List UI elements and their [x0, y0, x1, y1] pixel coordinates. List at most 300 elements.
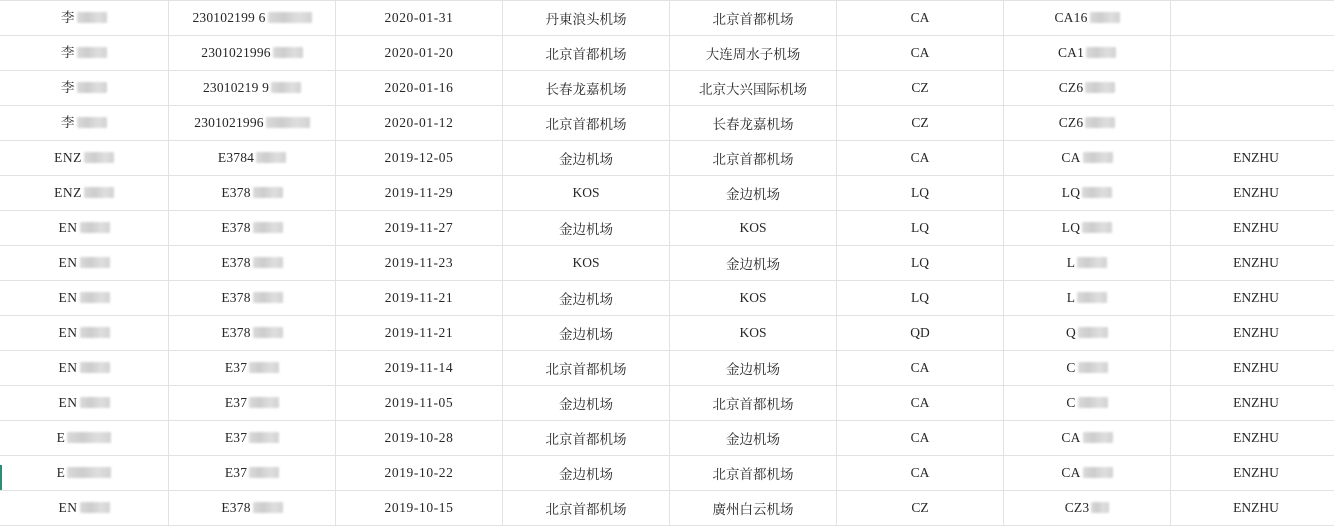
- airline-code-text: CA: [911, 150, 930, 165]
- table-row[interactable]: [0, 386, 1334, 421]
- cell-departure-airport: [503, 106, 670, 141]
- agent-code-text: ENZHU: [1233, 360, 1279, 375]
- id-number-text-visible: E37: [225, 396, 247, 410]
- passenger-name-text-visible: EN: [59, 221, 78, 235]
- cell-agent-code: [1171, 386, 1334, 421]
- redacted-text-block: [77, 82, 107, 93]
- flight-date-text: 2019-11-23: [385, 255, 454, 270]
- passenger-name-text-visible: E: [57, 431, 66, 445]
- table-row[interactable]: [0, 246, 1334, 281]
- flight-number-text-visible: L: [1067, 256, 1075, 270]
- passenger-name-text: [61, 46, 107, 60]
- cell-passenger-name: [0, 141, 169, 176]
- id-number-text: [194, 116, 310, 130]
- passenger-name-text-visible: 李: [61, 116, 75, 130]
- passenger-name-text-visible: ENZ: [54, 151, 82, 165]
- arrival-airport-text: 大连周水子机场: [706, 47, 801, 62]
- cell-arrival-airport: [670, 71, 837, 106]
- id-number-text-visible: 23010219 9: [203, 81, 269, 95]
- flight-date-text: 2019-10-22: [385, 465, 454, 480]
- agent-code-text: ENZHU: [1233, 500, 1279, 515]
- cell-departure-airport: [503, 281, 670, 316]
- id-number-text-visible: E378: [221, 501, 250, 515]
- cell-arrival-airport: [670, 456, 837, 491]
- cell-arrival-airport: [670, 246, 837, 281]
- redacted-text-block: [80, 222, 110, 233]
- cell-arrival-airport: [670, 106, 837, 141]
- table-row[interactable]: [0, 211, 1334, 246]
- flight-number-text: [1062, 221, 1112, 235]
- cell-flight-number: [1004, 316, 1171, 351]
- cell-id-number: [169, 351, 336, 386]
- cell-agent-code: [1171, 141, 1334, 176]
- redacted-text-block: [1085, 82, 1115, 93]
- table-row[interactable]: [0, 106, 1334, 141]
- redacted-text-block: [1083, 432, 1113, 443]
- cell-airline-code: [837, 1, 1004, 36]
- id-number-text-visible: E378: [221, 291, 250, 305]
- passenger-name-text-visible: EN: [59, 396, 78, 410]
- passenger-name-text-visible: EN: [59, 361, 78, 375]
- passenger-name-text-visible: 李: [61, 81, 75, 95]
- cell-arrival-airport: [670, 316, 837, 351]
- passenger-name-text: [61, 81, 107, 95]
- cell-airline-code: [837, 456, 1004, 491]
- id-number-text: [221, 501, 282, 515]
- passenger-name-text-visible: EN: [59, 291, 78, 305]
- cell-flight-date: [336, 421, 503, 456]
- departure-airport-text: 金边机场: [559, 152, 613, 167]
- redacted-text-block: [266, 117, 310, 128]
- airline-code-text: CA: [911, 10, 930, 25]
- departure-airport-text: 北京首都机场: [546, 117, 627, 132]
- departure-airport-text: 北京首都机场: [546, 502, 627, 517]
- flight-date-text: 2020-01-31: [385, 10, 454, 25]
- airline-code-text: CZ: [911, 115, 928, 130]
- passenger-name-text: [54, 186, 114, 200]
- flight-number-text: [1061, 431, 1112, 445]
- id-number-text: [221, 326, 282, 340]
- passenger-name-text: [59, 501, 110, 515]
- redacted-text-block: [80, 362, 110, 373]
- table-row[interactable]: [0, 71, 1334, 106]
- redacted-text-block: [253, 292, 283, 303]
- departure-airport-text: 金边机场: [559, 327, 613, 342]
- cell-agent-code: [1171, 211, 1334, 246]
- passenger-name-text-visible: 李: [61, 11, 75, 25]
- cell-passenger-name: [0, 1, 169, 36]
- flight-date-text: 2020-01-16: [385, 80, 454, 95]
- redacted-text-block: [77, 47, 107, 58]
- agent-code-text: ENZHU: [1233, 150, 1279, 165]
- cell-passenger-name: [0, 106, 169, 141]
- cell-flight-date: [336, 176, 503, 211]
- cell-departure-airport: [503, 246, 670, 281]
- cell-departure-airport: [503, 491, 670, 526]
- cell-agent-code: [1171, 316, 1334, 351]
- cell-arrival-airport: [670, 386, 837, 421]
- agent-code-text: ENZHU: [1233, 255, 1279, 270]
- departure-airport-text: 北京首都机场: [546, 432, 627, 447]
- cell-departure-airport: [503, 36, 670, 71]
- id-number-text-visible: E378: [221, 186, 250, 200]
- agent-code-text: ENZHU: [1233, 290, 1279, 305]
- cell-id-number: [169, 421, 336, 456]
- flight-date-text: 2019-10-15: [385, 500, 454, 515]
- redacted-text-block: [253, 187, 283, 198]
- table-row[interactable]: [0, 421, 1334, 456]
- cell-agent-code: [1171, 246, 1334, 281]
- arrival-airport-text: KOS: [739, 325, 766, 340]
- cell-flight-date: [336, 316, 503, 351]
- cell-agent-code: [1171, 491, 1334, 526]
- table-row[interactable]: [0, 351, 1334, 386]
- cell-airline-code: [837, 176, 1004, 211]
- cell-airline-code: [837, 246, 1004, 281]
- passenger-name-text: [59, 256, 110, 270]
- redacted-text-block: [67, 432, 111, 443]
- arrival-airport-text: KOS: [739, 290, 766, 305]
- cell-id-number: [169, 386, 336, 421]
- cell-flight-number: [1004, 71, 1171, 106]
- flight-date-text: 2019-10-28: [385, 430, 454, 445]
- arrival-airport-text: 廣州白云机场: [713, 502, 794, 517]
- cell-passenger-name: [0, 36, 169, 71]
- cell-departure-airport: [503, 211, 670, 246]
- cell-arrival-airport: [670, 421, 837, 456]
- cell-id-number: [169, 456, 336, 491]
- flight-number-text: [1054, 11, 1119, 25]
- redacted-text-block: [249, 397, 279, 408]
- table-row[interactable]: [0, 36, 1334, 71]
- id-number-text-visible: E37: [225, 466, 247, 480]
- airline-code-text: CZ: [911, 500, 928, 515]
- redacted-text-block: [249, 432, 279, 443]
- cell-id-number: [169, 106, 336, 141]
- id-number-text: [218, 151, 286, 165]
- table-row[interactable]: [0, 281, 1334, 316]
- cell-airline-code: [837, 421, 1004, 456]
- id-number-text: [225, 396, 279, 410]
- cell-flight-number: [1004, 246, 1171, 281]
- departure-airport-text: 金边机场: [559, 222, 613, 237]
- id-number-text-visible: E378: [221, 256, 250, 270]
- cell-agent-code: [1171, 106, 1334, 141]
- passenger-name-text: [59, 326, 110, 340]
- airline-code-text: QD: [910, 325, 930, 340]
- agent-code-text: ENZHU: [1233, 185, 1279, 200]
- cell-flight-date: [336, 71, 503, 106]
- cell-flight-date: [336, 211, 503, 246]
- flight-date-text: 2019-11-21: [385, 325, 454, 340]
- airline-code-text: LQ: [911, 255, 929, 270]
- redacted-text-block: [1077, 292, 1107, 303]
- table-row[interactable]: [0, 316, 1334, 351]
- redacted-text-block: [67, 467, 111, 478]
- cell-arrival-airport: [670, 351, 837, 386]
- arrival-airport-text: 金边机场: [726, 257, 780, 272]
- id-number-text-visible: 2301021996: [194, 116, 264, 130]
- cell-passenger-name: [0, 351, 169, 386]
- arrival-airport-text: 北京首都机场: [713, 152, 794, 167]
- cell-passenger-name: [0, 421, 169, 456]
- cell-id-number: [169, 36, 336, 71]
- redacted-text-block: [1086, 47, 1116, 58]
- cell-passenger-name: [0, 176, 169, 211]
- cell-passenger-name: [0, 281, 169, 316]
- id-number-text: [203, 81, 301, 95]
- redacted-text-block: [249, 467, 279, 478]
- cell-flight-number: [1004, 351, 1171, 386]
- redacted-text-block: [268, 12, 312, 23]
- cell-departure-airport: [503, 1, 670, 36]
- cell-agent-code: [1171, 36, 1334, 71]
- cell-flight-number: [1004, 211, 1171, 246]
- airline-code-text: CA: [911, 430, 930, 445]
- table-row[interactable]: [0, 491, 1334, 526]
- departure-airport-text: 长春龙嘉机场: [546, 82, 627, 97]
- cell-flight-date: [336, 1, 503, 36]
- flight-number-text-visible: CZ6: [1059, 116, 1084, 130]
- agent-code-text: ENZHU: [1233, 220, 1279, 235]
- cell-airline-code: [837, 491, 1004, 526]
- cell-passenger-name: [0, 246, 169, 281]
- redacted-text-block: [1091, 502, 1109, 513]
- cell-departure-airport: [503, 316, 670, 351]
- flight-number-text: [1061, 466, 1112, 480]
- arrival-airport-text: 金边机场: [726, 187, 780, 202]
- row-accent-marker: [0, 465, 2, 491]
- id-number-text-visible: E37: [225, 361, 247, 375]
- flight-number-text-visible: CA: [1061, 151, 1080, 165]
- flight-date-text: 2019-12-05: [385, 150, 454, 165]
- passenger-name-text: [57, 431, 112, 445]
- cell-passenger-name: [0, 491, 169, 526]
- id-number-text-visible: 230102199 6: [192, 11, 265, 25]
- id-number-text-visible: E37: [225, 431, 247, 445]
- flight-number-text-visible: CA16: [1054, 11, 1087, 25]
- flight-number-text: [1066, 361, 1107, 375]
- redacted-text-block: [256, 152, 286, 163]
- flight-number-text-visible: C: [1066, 361, 1075, 375]
- cell-id-number: [169, 211, 336, 246]
- id-number-text: [221, 291, 282, 305]
- passenger-name-text-visible: EN: [59, 326, 78, 340]
- redacted-text-block: [1082, 222, 1112, 233]
- airline-code-text: CZ: [911, 80, 928, 95]
- table-row[interactable]: [0, 456, 1334, 491]
- departure-airport-text: 金边机场: [559, 292, 613, 307]
- arrival-airport-text: 北京首都机场: [713, 467, 794, 482]
- cell-flight-number: [1004, 1, 1171, 36]
- id-number-text-visible: E378: [221, 326, 250, 340]
- departure-airport-text: 金边机场: [559, 397, 613, 412]
- redacted-text-block: [84, 152, 114, 163]
- cell-agent-code: [1171, 176, 1334, 211]
- flight-number-text-visible: L: [1067, 291, 1075, 305]
- id-number-text-visible: E378: [221, 221, 250, 235]
- cell-arrival-airport: [670, 491, 837, 526]
- cell-arrival-airport: [670, 36, 837, 71]
- agent-code-text: ENZHU: [1233, 325, 1279, 340]
- cell-flight-date: [336, 141, 503, 176]
- cell-agent-code: [1171, 71, 1334, 106]
- cell-id-number: [169, 281, 336, 316]
- cell-flight-date: [336, 36, 503, 71]
- redacted-text-block: [77, 12, 107, 23]
- flight-date-text: 2019-11-29: [385, 185, 454, 200]
- cell-flight-number: [1004, 281, 1171, 316]
- cell-flight-number: [1004, 386, 1171, 421]
- cell-flight-number: [1004, 491, 1171, 526]
- cell-departure-airport: [503, 386, 670, 421]
- flight-number-text: [1066, 326, 1108, 340]
- arrival-airport-text: 北京首都机场: [713, 397, 794, 412]
- id-number-text: [221, 221, 282, 235]
- airline-code-text: LQ: [911, 290, 929, 305]
- redacted-text-block: [80, 292, 110, 303]
- cell-flight-date: [336, 106, 503, 141]
- flight-number-text-visible: LQ: [1062, 186, 1080, 200]
- cell-agent-code: [1171, 456, 1334, 491]
- arrival-airport-text: 北京大兴国际机场: [699, 82, 807, 97]
- redacted-text-block: [1078, 327, 1108, 338]
- cell-flight-date: [336, 456, 503, 491]
- arrival-airport-text: 金边机场: [726, 362, 780, 377]
- departure-airport-text: 北京首都机场: [546, 47, 627, 62]
- redacted-text-block: [253, 222, 283, 233]
- cell-flight-number: [1004, 36, 1171, 71]
- cell-arrival-airport: [670, 176, 837, 211]
- arrival-airport-text: 金边机场: [726, 432, 780, 447]
- airline-code-text: CA: [911, 395, 930, 410]
- cell-id-number: [169, 141, 336, 176]
- passenger-name-text: [61, 11, 107, 25]
- cell-flight-date: [336, 491, 503, 526]
- cell-departure-airport: [503, 421, 670, 456]
- flight-number-text: [1061, 151, 1112, 165]
- redacted-text-block: [253, 502, 283, 513]
- airline-code-text: LQ: [911, 185, 929, 200]
- id-number-text: [192, 11, 311, 25]
- cell-airline-code: [837, 386, 1004, 421]
- redacted-text-block: [84, 187, 114, 198]
- cell-airline-code: [837, 141, 1004, 176]
- passenger-name-text-visible: ENZ: [54, 186, 82, 200]
- flight-number-text-visible: CA: [1061, 466, 1080, 480]
- redacted-text-block: [253, 257, 283, 268]
- redacted-text-block: [273, 47, 303, 58]
- cell-id-number: [169, 246, 336, 281]
- flight-date-text: 2020-01-20: [385, 45, 454, 60]
- flight-number-text-visible: CA: [1061, 431, 1080, 445]
- cell-flight-number: [1004, 106, 1171, 141]
- cell-flight-date: [336, 281, 503, 316]
- cell-departure-airport: [503, 141, 670, 176]
- passenger-name-text: [57, 466, 112, 480]
- cell-id-number: [169, 71, 336, 106]
- flight-number-text-visible: CZ3: [1065, 501, 1090, 515]
- redacted-text-block: [1078, 362, 1108, 373]
- departure-airport-text: 金边机场: [559, 467, 613, 482]
- cell-airline-code: [837, 71, 1004, 106]
- cell-arrival-airport: [670, 281, 837, 316]
- cell-agent-code: [1171, 1, 1334, 36]
- redacted-text-block: [271, 82, 301, 93]
- cell-passenger-name: [0, 456, 169, 491]
- flight-date-text: 2019-11-21: [385, 290, 454, 305]
- cell-departure-airport: [503, 71, 670, 106]
- airline-code-text: CA: [911, 360, 930, 375]
- redacted-text-block: [1083, 467, 1113, 478]
- cell-passenger-name: [0, 211, 169, 246]
- arrival-airport-text: KOS: [739, 220, 766, 235]
- cell-id-number: [169, 316, 336, 351]
- flight-date-text: 2020-01-12: [385, 115, 454, 130]
- redacted-text-block: [1090, 12, 1120, 23]
- passenger-name-text-visible: 李: [61, 46, 75, 60]
- cell-airline-code: [837, 106, 1004, 141]
- table-row[interactable]: [0, 176, 1334, 211]
- redacted-text-block: [80, 257, 110, 268]
- cell-passenger-name: [0, 386, 169, 421]
- passenger-name-text: [54, 151, 114, 165]
- id-number-text: [225, 466, 279, 480]
- cell-arrival-airport: [670, 211, 837, 246]
- passenger-name-text: [59, 221, 110, 235]
- table-row[interactable]: [0, 141, 1334, 176]
- cell-airline-code: [837, 351, 1004, 386]
- airline-code-text: CA: [911, 465, 930, 480]
- airline-code-text: CA: [911, 45, 930, 60]
- cell-agent-code: [1171, 281, 1334, 316]
- flight-number-text: [1062, 186, 1112, 200]
- redacted-text-block: [249, 362, 279, 373]
- cell-agent-code: [1171, 421, 1334, 456]
- redacted-text-block: [1083, 152, 1113, 163]
- redacted-text-block: [1082, 187, 1112, 198]
- cell-flight-date: [336, 386, 503, 421]
- cell-flight-number: [1004, 456, 1171, 491]
- cell-arrival-airport: [670, 1, 837, 36]
- cell-flight-date: [336, 246, 503, 281]
- departure-airport-text: KOS: [572, 255, 599, 270]
- cell-airline-code: [837, 211, 1004, 246]
- redacted-text-block: [80, 327, 110, 338]
- cell-airline-code: [837, 316, 1004, 351]
- id-number-text-visible: 2301021996: [201, 46, 271, 60]
- redacted-text-block: [253, 327, 283, 338]
- cell-agent-code: [1171, 351, 1334, 386]
- passenger-name-text-visible: E: [57, 466, 66, 480]
- flight-date-text: 2019-11-14: [385, 360, 454, 375]
- flight-number-text: [1067, 256, 1107, 270]
- redacted-text-block: [80, 397, 110, 408]
- cell-departure-airport: [503, 351, 670, 386]
- passenger-name-text-visible: EN: [59, 501, 78, 515]
- cell-flight-number: [1004, 176, 1171, 211]
- table-row[interactable]: [0, 1, 1334, 36]
- departure-airport-text: 丹東浪头机场: [546, 12, 627, 27]
- passenger-name-text: [59, 291, 110, 305]
- id-number-text-visible: E3784: [218, 151, 254, 165]
- passenger-name-text-visible: EN: [59, 256, 78, 270]
- cell-flight-date: [336, 351, 503, 386]
- flight-number-text-visible: CZ6: [1059, 81, 1084, 95]
- cell-departure-airport: [503, 456, 670, 491]
- flight-number-text-visible: Q: [1066, 326, 1076, 340]
- arrival-airport-text: 北京首都机场: [713, 12, 794, 27]
